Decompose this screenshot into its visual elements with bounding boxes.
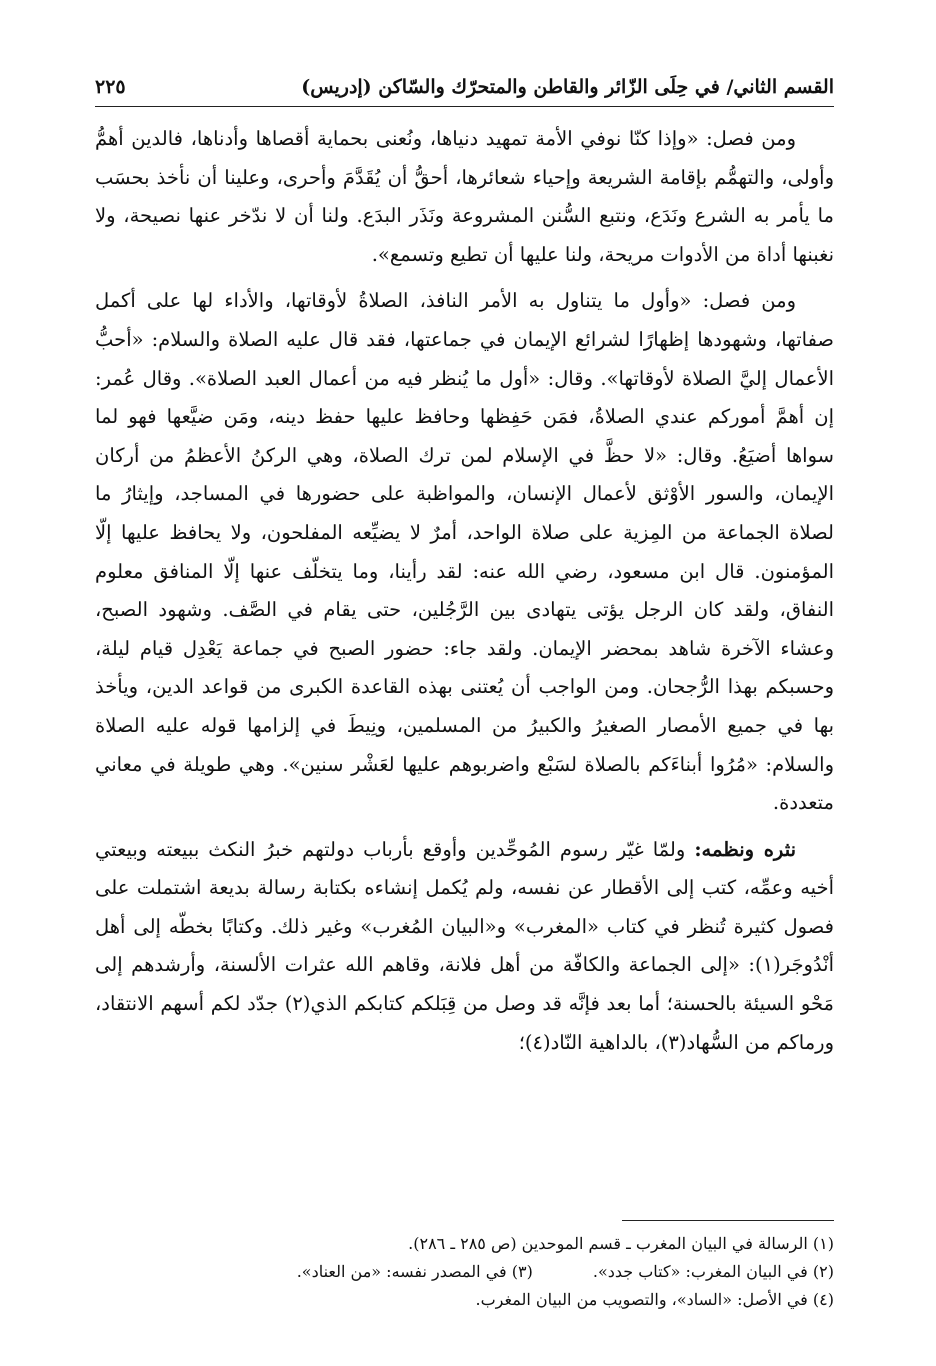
paragraph-1: ومن فصل: «وإذا كنّا نوفي الأمة تمهيد دنياها، ونُعنى بحماية أقصاها وأدناها، فالدين أهمُّ وأولى، والتهمُّم بإقامة الشريعة وإحياء شعائرها، أحقُّ أن يُقَدَّمَ وأحرى، وعلينا أن نأخذ بحسَب ما يأمر به الشرع ونَدَع، ونتبع السُّنن المشروعة ونَذَر البدَع. ولنا أن لا ندّخر عنها نصيحة، ولا نغبنها أداة من الأدوات مريحة، ولنا عليها أن تطيع وتسمع». — [95, 127, 834, 266]
body-text — [95, 120, 834, 1070]
paragraph-3-lead: نثره ونظمه: — [694, 837, 797, 861]
footnote-1: (١) الرسالة في البيان المغرب ـ قسم الموحدين (ص ٢٨٥ ـ ٢٨٦). — [408, 1234, 834, 1253]
footnotes — [95, 1230, 834, 1314]
book-page — [95, 0, 834, 1366]
footnote-4: (٤) في الأصل: «الساد»، والتصويب من البيان المغرب. — [475, 1290, 834, 1309]
footnote-row — [95, 1258, 834, 1286]
footnote-3: (٣) في المصدر نفسه: «من العناد». — [296, 1262, 533, 1281]
running-header — [95, 70, 834, 104]
header-divider — [95, 106, 834, 107]
page-number: ٢٢٥ — [95, 76, 126, 98]
paragraph-2: ومن فصل: «وأول ما يتناول به الأمر النافذ، الصلاةُ لأوقاتها، والأداء لها على أكمل صفاتها، وشهودها إظهارًا لشرائع الإيمان في جماعتها، فقد قال عليه الصلاة والسلام: «أحبُّ الأعمال إليَّ الصلاة لأوقاتها». وقال: «أول ما يُنظر فيه من أعمال العبد الصلاة». وقال عُمر: إن أهمَّ أموركم عندي الصلاةُ، فمَن حَفِظها وحافظ عليها حفظ دينه، ومَن ضيَّعها فهو لما سواها أضيَعُ. وقال: «لا حظَّ في الإسلام لمن ترك الصلاة، وهي الركنُ الأعظمُ من أركان الإيمان، والسور الأوْثق لأعمال الإنسان، والمواظبة على حضورها في المساجد، وإيثارُ ما لصلاة الجماعة من المِزية على صلاة الواحد، أمرٌ لا يضيِّعه المفلحون، ولا يحافظ عليها إلّا المؤمنون. قال ابن مسعود، رضي الله عنه: لقد رأينا، وما يتخلّف عنها إلّا المنافق معلوم النفاق، ولقد كان الرجل يؤتى يتهادى بين الرَّجُلين، حتى يقام في الصَّف. وشهود الصبح، وعشاء الآخرة شاهد بمحضر الإيمان. ولقد جاء: حضور الصبح في جماعة يَعْدِل قيام ليلة، وحسبكم بهذا الرُّجحان. ومن الواجب أن يُعتنى بهذه القاعدة الكبرى من قواعد الدين، ويأخذ بها في جميع الأمصار الصغيرُ والكبيرُ من المسلمين، ونِيطَ في إلزامها قوله عليه الصلاة والسلام: «مُرُوا أبناءَكم بالصلاة لسَبْع واضربوهم عليها لعَشْر سنين». وهي طويلة في معاني متعددة. — [95, 289, 834, 815]
paragraph-3 — [95, 831, 834, 1063]
footnote-divider — [622, 1220, 834, 1221]
footnote-2: (٢) في البيان المغرب: «كتاب جدد». — [592, 1262, 834, 1281]
section-title: القسم الثاني/ في حِلَى الزّائر والقاطن والمتحرّك والسّاكن (إدريس) — [301, 76, 834, 98]
paragraph-3-text: ولمّا غيّر رسوم المُوحِّدين وأوقع بأرباب دولتهم خبرُ النكث ببيعته وبيعتي أخيه وعمِّه، كتب إلى الأقطار عن نفسه، ولم يُكمل إنشاءه بكتابة رسالة بديعة اشتملت على فصول كثيرة تُنظر في كتاب «المغرب» و«البيان المُغرب» وغير ذلك. وكتابًا بخطّه إلى أهل أنْدُوجَر(١): «إلى الجماعة والكافّة من أهل فلانة، وقاهم الله عثرات الألسنة، وأرشدهم إلى مَحْو السيئة بالحسنة؛ أما بعد فإنَّه قد وصل من قِبَلكم كتابكم الذي(٢) جدّد لكم أسهم الانتقاد، ورماكم من السُّهاد(٣)، بالداهية النّاد(٤)؛ — [95, 837, 834, 1054]
